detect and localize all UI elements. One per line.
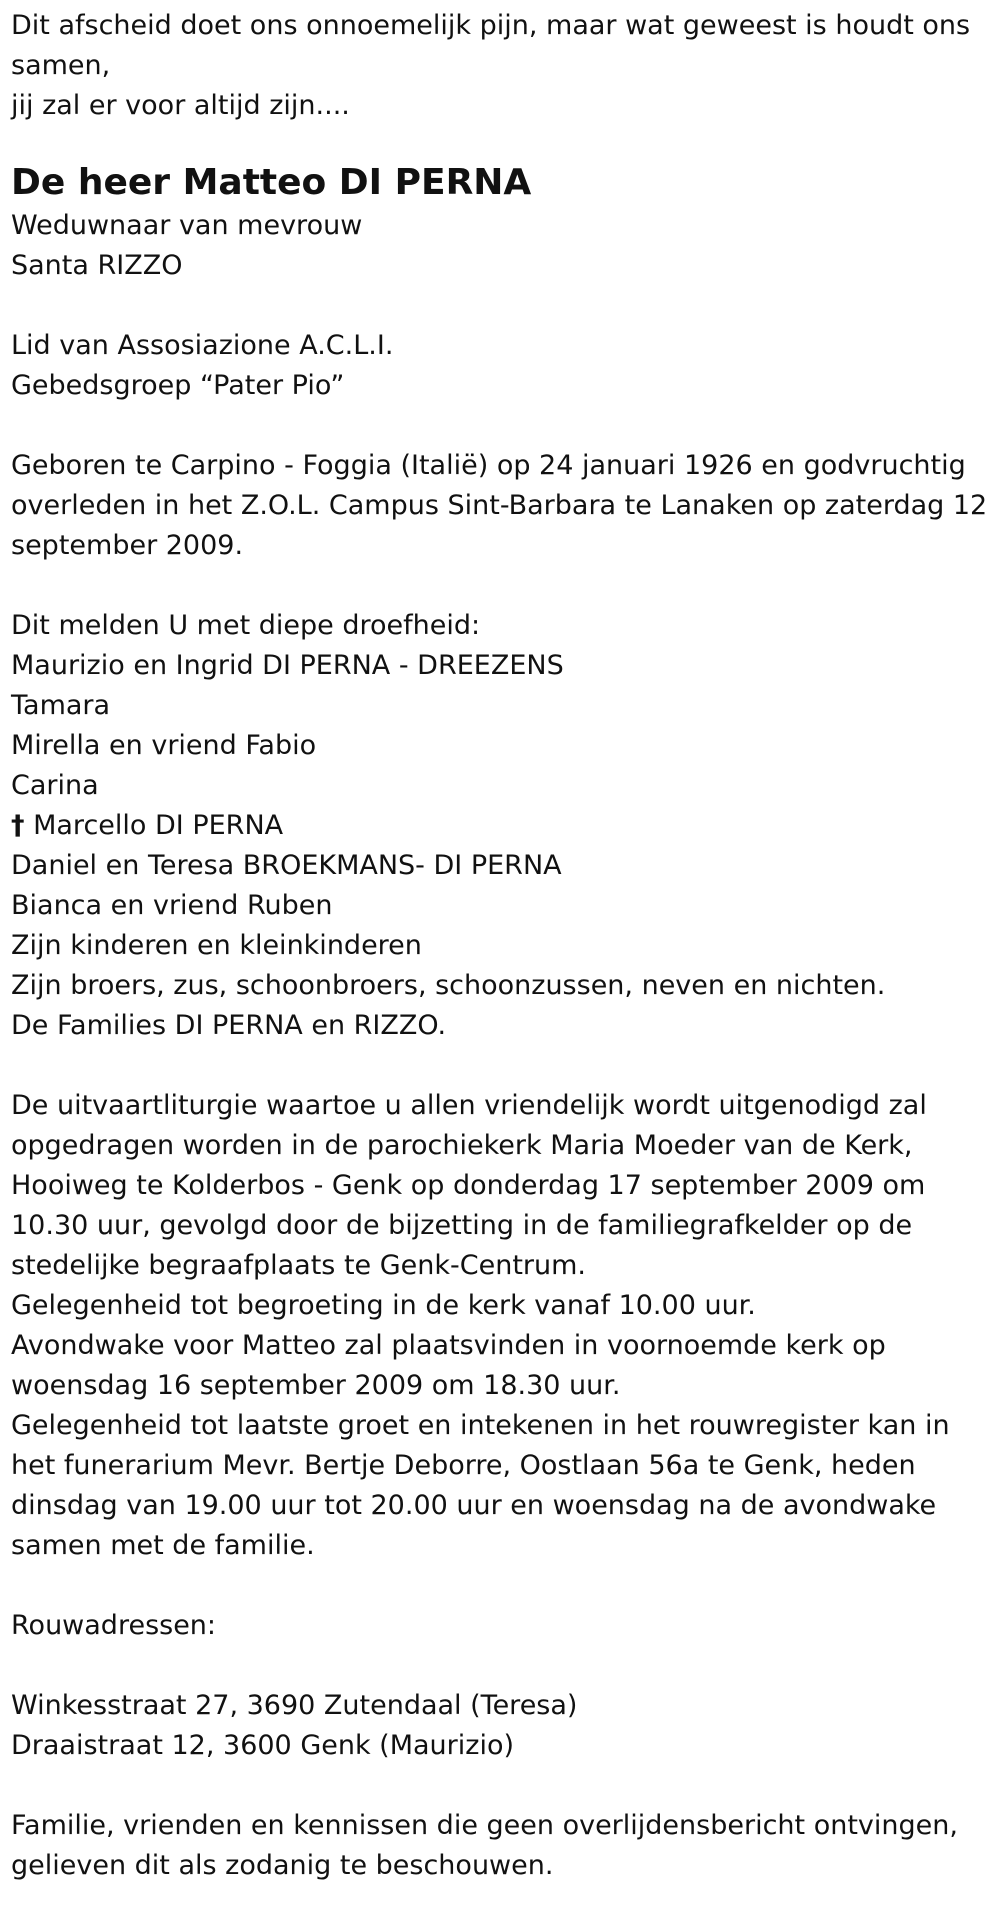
intro-line: jij zal er voor altijd zijn.... bbox=[11, 90, 350, 121]
addresses-label: Rouwadressen: bbox=[11, 1610, 217, 1641]
funeral-line: Avondwake voor Matteo zal plaatsvinden in voornoemde kerk op bbox=[11, 1330, 886, 1361]
spouse-line: Santa RIZZO bbox=[11, 250, 183, 281]
spacer bbox=[11, 1046, 991, 1086]
membership-line: Lid van Assosiazione A.C.L.I. bbox=[11, 330, 394, 361]
family-line: Zijn broers, zus, schoonbroers, schoonzussen, neven en nichten. bbox=[11, 970, 886, 1001]
family-line: Mirella en vriend Fabio bbox=[11, 730, 317, 761]
funeral-line: opgedragen worden in de parochiekerk Maria Moeder van de Kerk, bbox=[11, 1130, 913, 1161]
family-line: De Families DI PERNA en RIZZO. bbox=[11, 1010, 447, 1041]
family-line bbox=[11, 806, 991, 846]
family-line: Zijn kinderen en kleinkinderen bbox=[11, 930, 422, 961]
cross-icon: † bbox=[11, 810, 25, 841]
funeral-line: dinsdag van 19.00 uur tot 20.00 uur en woensdag na de avondwake bbox=[11, 1490, 937, 1521]
birth-death-line: overleden in het Z.O.L. Campus Sint-Barbara te Lanaken op zaterdag 12 bbox=[11, 490, 988, 521]
funeral-line: 10.30 uur, gevolgd door de bijzetting in de familiegrafkelder op de bbox=[11, 1210, 913, 1241]
funeral-line: woensdag 16 september 2009 om 18.30 uur. bbox=[11, 1370, 621, 1401]
spacer bbox=[11, 1646, 991, 1686]
family-line: Tamara bbox=[11, 690, 111, 721]
funeral-line: samen met de familie. bbox=[11, 1530, 315, 1561]
addresses-section bbox=[11, 1686, 991, 1766]
spacer bbox=[11, 1566, 991, 1606]
birth-death-line: Geboren te Carpino - Foggia (Italië) op 24 januari 1926 en godvruchtig bbox=[11, 450, 966, 481]
spouse-section bbox=[11, 206, 991, 286]
intro-quote bbox=[11, 6, 991, 126]
closing-section bbox=[11, 1806, 991, 1886]
family-section bbox=[11, 606, 991, 1046]
family-line: Maurizio en Ingrid DI PERNA - DREEZENS bbox=[11, 650, 564, 681]
intro-line: Dit afscheid doet ons onnoemelijk pijn, maar wat geweest is houdt ons bbox=[11, 10, 971, 41]
closing-line: gelieven dit als zodanig te beschouwen. bbox=[11, 1850, 554, 1881]
birth-death-section bbox=[11, 446, 991, 566]
family-line: Carina bbox=[11, 770, 99, 801]
memberships-section bbox=[11, 326, 991, 406]
funeral-line: Gelegenheid tot begroeting in de kerk vanaf 10.00 uur. bbox=[11, 1290, 756, 1321]
funeral-section bbox=[11, 1086, 991, 1566]
family-line: Daniel en Teresa BROEKMANS- DI PERNA bbox=[11, 850, 562, 881]
funeral-line: De uitvaartliturgie waartoe u allen vriendelijk wordt uitgenodigd zal bbox=[11, 1090, 927, 1121]
address-line: Draaistraat 12, 3600 Genk (Maurizio) bbox=[11, 1730, 514, 1761]
funeral-line: Hooiweg te Kolderbos - Genk op donderdag 17 september 2009 om bbox=[11, 1170, 926, 1201]
spacer bbox=[11, 286, 991, 326]
membership-line: Gebedsgroep “Pater Pio” bbox=[11, 370, 345, 401]
intro-line: samen, bbox=[11, 50, 111, 81]
address-line: Winkesstraat 27, 3690 Zutendaal (Teresa) bbox=[11, 1690, 578, 1721]
closing-line: Familie, vrienden en kennissen die geen overlijdensbericht ontvingen, bbox=[11, 1810, 958, 1841]
funeral-line: stedelijke begraafplaats te Genk-Centrum. bbox=[11, 1250, 587, 1281]
birth-death-line: september 2009. bbox=[11, 530, 244, 561]
deceased-name: De heer Matteo DI PERNA bbox=[11, 162, 532, 203]
funeral-line: Gelegenheid tot laatste groet en intekenen in het rouwregister kan in bbox=[11, 1410, 950, 1441]
spacer bbox=[11, 566, 991, 606]
funeral-line: het funerarium Mevr. Bertje Deborre, Oostlaan 56a te Genk, heden bbox=[11, 1450, 916, 1481]
spacer bbox=[11, 406, 991, 446]
spouse-line: Weduwnaar van mevrouw bbox=[11, 210, 363, 241]
announcement-intro: Dit melden U met diepe droefheid: bbox=[11, 610, 481, 641]
spacer bbox=[11, 1766, 991, 1806]
family-line: Bianca en vriend Ruben bbox=[11, 890, 333, 921]
family-deceased-name: Marcello DI PERNA bbox=[33, 810, 284, 841]
